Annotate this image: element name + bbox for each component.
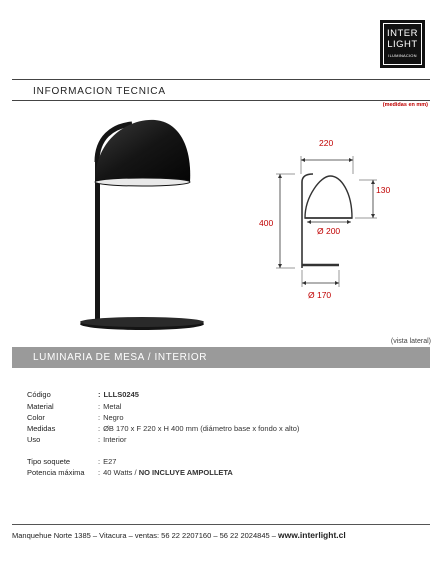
section-title: INFORMACION TECNICA	[33, 86, 166, 97]
spec-label-code: Código	[27, 390, 51, 399]
dim-height-label: 400	[259, 218, 274, 228]
footer-sales-phone: ventas: 56 22 2207160	[134, 531, 212, 540]
lamp-shade	[95, 120, 190, 182]
spec-label-material: Material	[27, 402, 54, 411]
footer-website-link[interactable]: www.interlight.cl	[278, 530, 346, 540]
units-note: (medidas en mm)	[382, 102, 428, 108]
divider-top	[12, 79, 430, 80]
footer-address: Manquehue Norte 1385	[12, 531, 91, 540]
spec-label-socket: Tipo soquete	[27, 457, 71, 466]
view-label: (vista lateral)	[390, 338, 431, 345]
dim-depth-label: 220	[319, 138, 334, 148]
spec-value-power: : 40 Watts / NO INCLUYE AMPOLLETA	[98, 468, 233, 477]
spec-value-socket: : E27	[98, 457, 117, 466]
lamp-shade-rim	[95, 178, 190, 186]
logo-line-2: LIGHT	[387, 39, 418, 50]
spec-label-color: Color	[27, 413, 45, 422]
dim-shade-height-label: 130	[376, 185, 391, 195]
divider-header	[12, 100, 430, 101]
spec-label-use: Uso	[27, 435, 41, 444]
product-category: LUMINARIA DE MESA / INTERIOR	[33, 352, 208, 363]
brand-logo	[380, 20, 425, 68]
spec-value-dimensions: : ØB 170 x F 220 x H 400 mm (diámetro base x fondo x alto)	[98, 424, 300, 433]
spec-value-use: : Interior	[98, 435, 127, 444]
spec-value-code: : LLLS0245	[98, 390, 139, 399]
footer: Manquehue Norte 1385 – Vitacura – ventas: 56 22 2207160 – 56 22 2024845 – www.interlight.cl	[12, 530, 346, 540]
spec-value-material: : Metal	[98, 402, 122, 411]
spec-value-color: : Negro	[98, 413, 124, 422]
logo-line-3: ILUMINACION	[388, 53, 417, 58]
spec-label-power: Potencia máxima	[27, 468, 85, 477]
no-bulb-note: NO INCLUYE AMPOLLETA	[138, 468, 233, 477]
dim-base-diameter-label: Ø 170	[308, 290, 332, 300]
dimension-drawing	[255, 130, 405, 310]
footer-city: Vitacura	[99, 531, 127, 540]
dimension-drawing-svg	[255, 130, 405, 310]
logo-line-1: INTER	[387, 28, 418, 39]
dim-shade-diameter-label: Ø 200	[317, 226, 341, 236]
spec-label-dimensions: Medidas	[27, 424, 56, 433]
divider-footer	[12, 524, 430, 525]
footer-phone-2: 56 22 2024845	[219, 531, 270, 540]
lamp-photo	[70, 108, 210, 336]
